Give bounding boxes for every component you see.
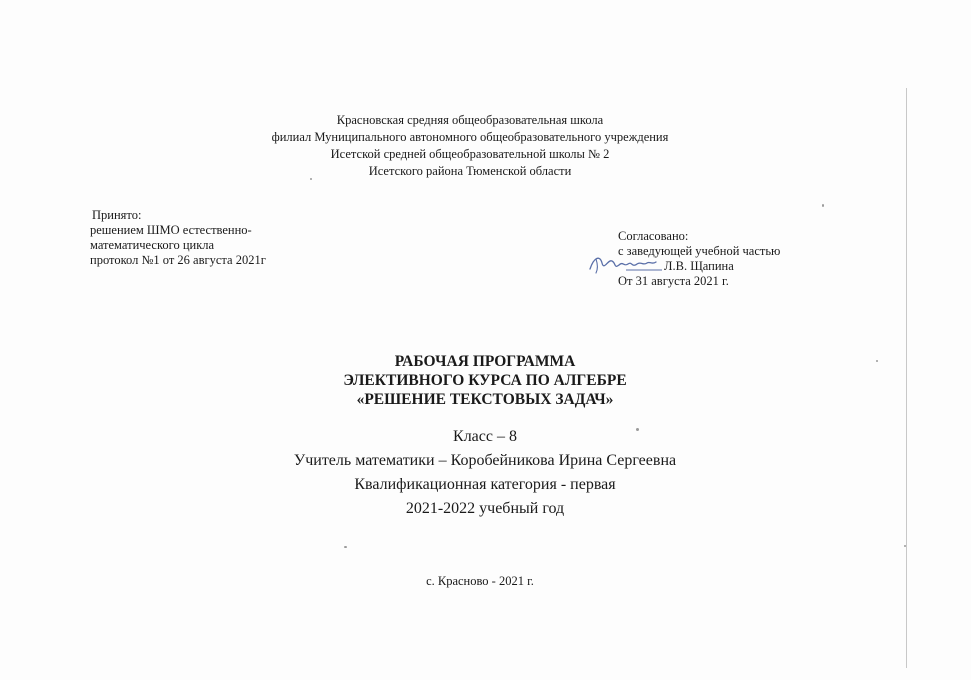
scan-speck (904, 545, 906, 547)
scan-speck (822, 204, 824, 207)
accepted-line-2: решением ШМО естественно- (90, 223, 252, 237)
approved-title: Согласовано: (618, 229, 689, 243)
scan-speck (310, 178, 312, 180)
page-edge-line (906, 88, 907, 668)
school-year-text: 2021-2022 учебный год (405, 500, 565, 517)
title-line-3: «РЕШЕНИЕ ТЕКСТОВЫХ ЗАДАЧ» (356, 391, 614, 408)
accepted-line-3: математического цикла (90, 238, 215, 252)
approved-line-2: с заведующей учебной частью (618, 244, 781, 258)
accepted-title: Принято: (92, 208, 142, 222)
scan-speck (636, 428, 639, 431)
place-date: с. Красново - 2021 г. (426, 574, 534, 588)
accepted-protocol: протокол №1 от 26 августа 2021г (90, 253, 266, 267)
handwritten-signature (586, 251, 664, 277)
program-title (200, 352, 770, 409)
signatory-name: Л.В. Щапина (664, 259, 734, 273)
scan-speck (876, 360, 878, 362)
header-line-4: Исетского района Тюменской области (368, 164, 572, 178)
category-text: Квалификационная категория - первая (354, 476, 616, 493)
program-info (160, 425, 810, 521)
title-line-1: РАБОЧАЯ ПРОГРАММА (394, 353, 576, 370)
approved-block (618, 229, 780, 289)
teacher-text: Учитель математики – Коробейникова Ирина Сергеевна (293, 452, 677, 469)
grade-text: Класс – 8 (453, 428, 517, 445)
approved-date: От 31 августа 2021 г. (618, 274, 729, 288)
signature-line (618, 259, 780, 274)
header-line-2: филиал Муниципального автономного общеобразовательного учреждения (271, 130, 669, 144)
scan-speck (344, 546, 347, 548)
accepted-block (90, 208, 266, 268)
title-line-2: ЭЛЕКТИВНОГО КУРСА ПО АЛГЕБРЕ (343, 372, 627, 389)
header-line-3: Исетской средней общеобразовательной школы № 2 (330, 147, 610, 161)
header-line-1: Красновская средняя общеобразовательная школа (336, 113, 604, 127)
school-header (220, 112, 720, 180)
